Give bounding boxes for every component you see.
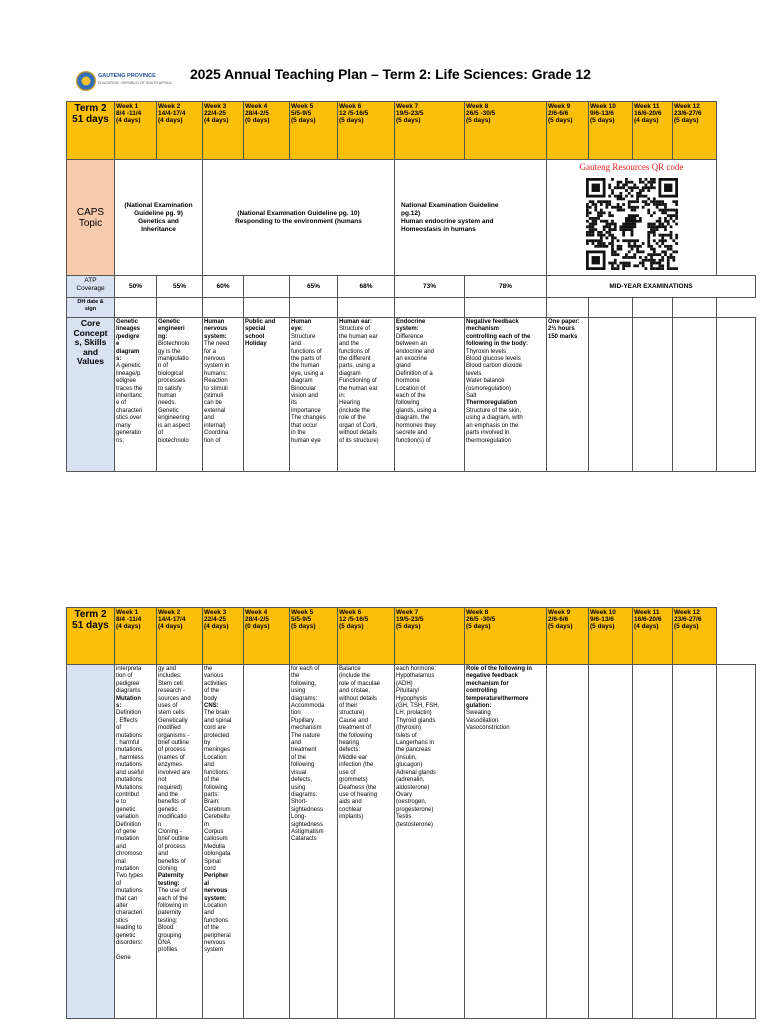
caps-topic-row xyxy=(67,160,756,276)
week-header-10: Week 10 9/6-13/6 (5 days) xyxy=(589,102,633,160)
content-p1-w5: Human eye: Structure and functions of the parts of the human eye, using a diagram Binocular vision and its importance The changes that occur in the human eye xyxy=(290,318,338,472)
teaching-plan-table-2 xyxy=(66,607,756,1019)
qr-code-icon[interactable] xyxy=(586,178,678,270)
week-header-8: Week 8 26/5 -30/5 (5 days) xyxy=(465,102,547,160)
content-p1-w4: Public and special school Holiday xyxy=(244,318,290,472)
teaching-plan-table-1 xyxy=(66,101,756,472)
week-header-3: Week 3 22/4-25 (4 days) xyxy=(203,102,244,160)
logo-name: GAUTENG PROVINCE xyxy=(98,73,156,79)
core-concepts-row xyxy=(67,318,756,472)
topic-endocrine: National Examination Guideline pg.12) Human endocrine system and Homeostasis in humans xyxy=(395,160,547,276)
week-header-5: Week 5 5/5-9/5 (5 days) xyxy=(290,102,338,160)
coverage-w7: 73% xyxy=(395,276,465,298)
coverage-w8: 78% xyxy=(465,276,547,298)
content-p1-w3: Human nervous system: The need for a nervous system in humans: Reaction to stimuli (stimuli can be external and internal) Coordina tion of xyxy=(203,318,244,472)
week-header-2-p2: Week 2 14/4-17/4 (4 days) xyxy=(157,608,203,665)
header-row-2 xyxy=(67,608,756,665)
content-p2-w3: the various activities of the body CNS: The brain and spinal cord are protected by meninges Location and functions of the following parts: Brain: Cerebrum Cerebellu m Corpus callosum Medulla oblongata Spinal cord Peripher al nervous system: Location and functions of the peripheral nervous system xyxy=(203,665,244,1019)
coverage-w2: 55% xyxy=(157,276,203,298)
week-header-7-p2: Week 7 19/5-23/5 (5 days) xyxy=(395,608,465,665)
mid-year-exams: MID-YEAR EXAMINATIONS xyxy=(547,276,756,298)
week-header-9: Week 9 2/6-6/6 (5 days) xyxy=(547,102,589,160)
logo-subtitle: EDUCATION · REPUBLIC OF SOUTH AFRICA xyxy=(98,81,172,85)
coat-of-arms-icon xyxy=(76,71,96,91)
content-p1-w8: Negative feedback mechanism controlling each of the following in the body: Thyroxin levels Blood glucose levels Blood carbon dioxide levels Water balance (osmoregulation) Salt Thermoregulation Structure of the skin, using a diagram, with an emphasis on the parts involved in thermoregulation xyxy=(465,318,547,472)
week-header-6: Week 6 12 /5-16/5 (5 days) xyxy=(338,102,395,160)
week-header-12: Week 12 23/6-27/6 (5 days) xyxy=(673,102,717,160)
content-p1-w9: One paper: 2½ hours 150 marks xyxy=(547,318,589,472)
content-p2-w8: Role of the following in negative feedback mechanism for controlling temperature/thermore gulation: Sweating Vasodilation Vasoconstriction xyxy=(465,665,547,1019)
qr-title: Gauteng Resources QR code xyxy=(579,162,684,172)
content-p2-w5: for each of the following, using diagrams: Accommoda tion Pupillary mechanism The nature and treatment of the following visual defects, using diagrams: Short- sightedness Long- sightedness Astigmatism Cataracts xyxy=(290,665,338,1019)
content-p2-w6: Balance (include the role of maculae and cristae, without details of their structure) Cause and treatment of the following hearing defects: Middle ear infection (the use of grommets) Deafness (the use of hearing aids and cochlear implants) xyxy=(338,665,395,1019)
content-p1-w2: Genetic engineeri ng: Biotechnolo gy is the manipulatio n of biological processes to satisfy human needs. Genetic engineering is an aspect of biotechnolo xyxy=(157,318,203,472)
week-header-12-p2: Week 12 23/6-27/6 (5 days) xyxy=(673,608,717,665)
coverage-w6: 68% xyxy=(338,276,395,298)
week-header-1: Week 1 8/4 -11/4 (4 days) xyxy=(115,102,157,160)
week-header-5-p2: Week 5 5/5-9/5 (5 days) xyxy=(290,608,338,665)
page-title: 2025 Annual Teaching Plan – Term 2: Life Sciences: Grade 12 xyxy=(190,66,591,82)
core-concepts-label: Core Concept s, Skills and Values xyxy=(67,318,115,472)
topic-genetics: (National Examination Guideline pg. 9) Genetics and Inheritance xyxy=(115,160,203,276)
week-header-8-p2: Week 8 26/5 -30/5 (5 days) xyxy=(465,608,547,665)
week-header-6-p2: Week 6 12 /5-16/5 (5 days) xyxy=(338,608,395,665)
week-header-4-p2: Week 4 28/4-2/5 (0 days) xyxy=(244,608,290,665)
content-row-2 xyxy=(67,665,756,1019)
week-header-1-p2: Week 1 8/4 -11/4 (4 days) xyxy=(115,608,157,665)
content-p2-w2: gy and includes: Stem cell research - sources and uses of stem cells Genetically modified organisms - brief outline of process (names of enzymes involved are not required) and the benefits of genetic modificatio n Cloning - brief outline of process and benefits of cloning Paternity testing: The use of each of the following in paternity testing: Blood grouping DNA profiles xyxy=(157,665,203,1019)
content-p1-w1: Genetic lineages /pedigre e diagram s: A genetic lineage/p edigree traces the inheritanc e of characteri stics over many generatio ns; xyxy=(115,318,157,472)
dh-date-sign-label: DH date & sign xyxy=(67,298,115,318)
coverage-w3: 60% xyxy=(203,276,244,298)
week-header-3-p2: Week 3 22/4-25 (4 days) xyxy=(203,608,244,665)
week-header-7: Week 7 19/5-23/5 (5 days) xyxy=(395,102,465,160)
content-p1-w6: Human ear: Structure of the human ear and the functions of the different parts, using a diagram Functioning of the human ear in: Hearing (include the role of the organ of Corti, without details of its structure) xyxy=(338,318,395,472)
content-p2-w1: interpreta tion of pedigree diagrams Mutation s: Definition ; Effects of mutations : harmful mutations , harmless mutations and useful mutations Mutations contribut e to genetic variation Definition of gene mutation and chromoso mal mutation Two types of mutations that can alter characteri stics leading to genetic disorders: Gene xyxy=(115,665,157,1019)
header-row xyxy=(67,102,756,160)
week-header-9-p2: Week 9 2/6-6/6 (5 days) xyxy=(547,608,589,665)
week-header-11: Week 11 16/6-20/6 (4 days) xyxy=(633,102,673,160)
coverage-w1: 50% xyxy=(115,276,157,298)
coverage-w4 xyxy=(244,276,290,298)
week-header-10-p2: Week 10 9/6-13/6 (5 days) xyxy=(589,608,633,665)
gauteng-logo xyxy=(76,70,176,92)
term-label-2: Term 2 51 days xyxy=(67,608,115,665)
coverage-w5: 65% xyxy=(290,276,338,298)
week-header-2: Week 2 14/4-17/4 (4 days) xyxy=(157,102,203,160)
atp-row xyxy=(67,276,756,298)
dh-row xyxy=(67,298,756,318)
content-p1-w7: Endocrine system: Difference between an endocrine and an exocrine gland Definition of a hormone Location of each of the following glands, using a diagram, the hormones they secrete and function(s) of xyxy=(395,318,465,472)
week-header-11-p2: Week 11 16/6-20/6 (4 days) xyxy=(633,608,673,665)
qr-cell xyxy=(547,160,717,276)
content-p2-w7: each hormone: Hypothalamus (ADH) Pituitary/ Hypophysis (GH, TSH, FSH, LH, prolactin) Thyroid glands (thyroxin) Islets of Langerhans in the pancreas (insulin, glucagon) Adrenal glands (adrenalin, aldosterone) Ovary (oestrogen, progesterone) Testis (testosterone) xyxy=(395,665,465,1019)
topic-responding: (National Examination Guideline pg. 10) Responding to the environment (humans xyxy=(203,160,395,276)
week-header-4: Week 4 28/4-2/5 (0 days) xyxy=(244,102,290,160)
caps-topic-label: CAPS Topic xyxy=(67,160,115,276)
atp-coverage-label: ATP Coverage xyxy=(67,276,115,298)
term-label: Term 2 51 days xyxy=(67,102,115,160)
